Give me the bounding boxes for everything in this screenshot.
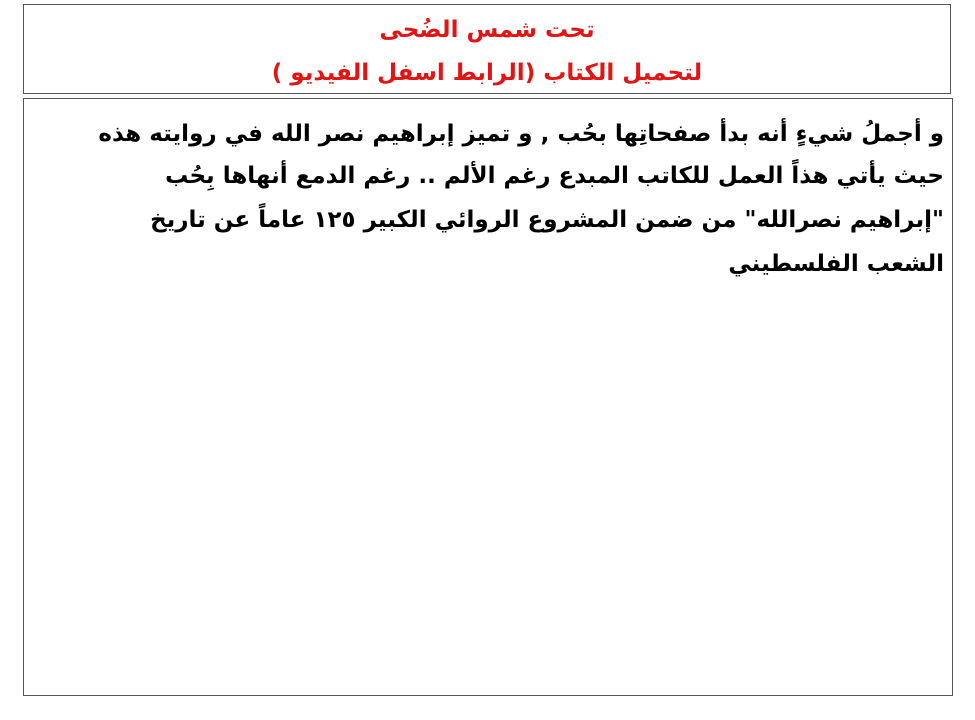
paragraph-line-2: حيث يأتي هذاً العمل للكاتب المبدع رغم الألم .. رغم الدمع أنهاها بِحُب	[165, 163, 944, 189]
content-box	[23, 98, 953, 696]
paragraph-line-4: الشعب الفلسطيني	[728, 251, 944, 277]
paragraph-line-1: و أجملُ شيءٍ أنه بدأ صفحاتِها بحُب , و تميز إبراهيم نصر الله في روايته هذه	[98, 121, 944, 147]
download-note: لتحميل الكتاب (الرابط اسفل الفيديو )	[271, 60, 703, 86]
paragraph-line-3: "إبراهيم نصرالله" من ضمن المشروع الروائي الكبير ١٢٥ عاماً عن تاريخ	[150, 207, 944, 233]
page-title: تحت شمس الضُحى	[379, 17, 595, 43]
title-box	[23, 4, 951, 94]
